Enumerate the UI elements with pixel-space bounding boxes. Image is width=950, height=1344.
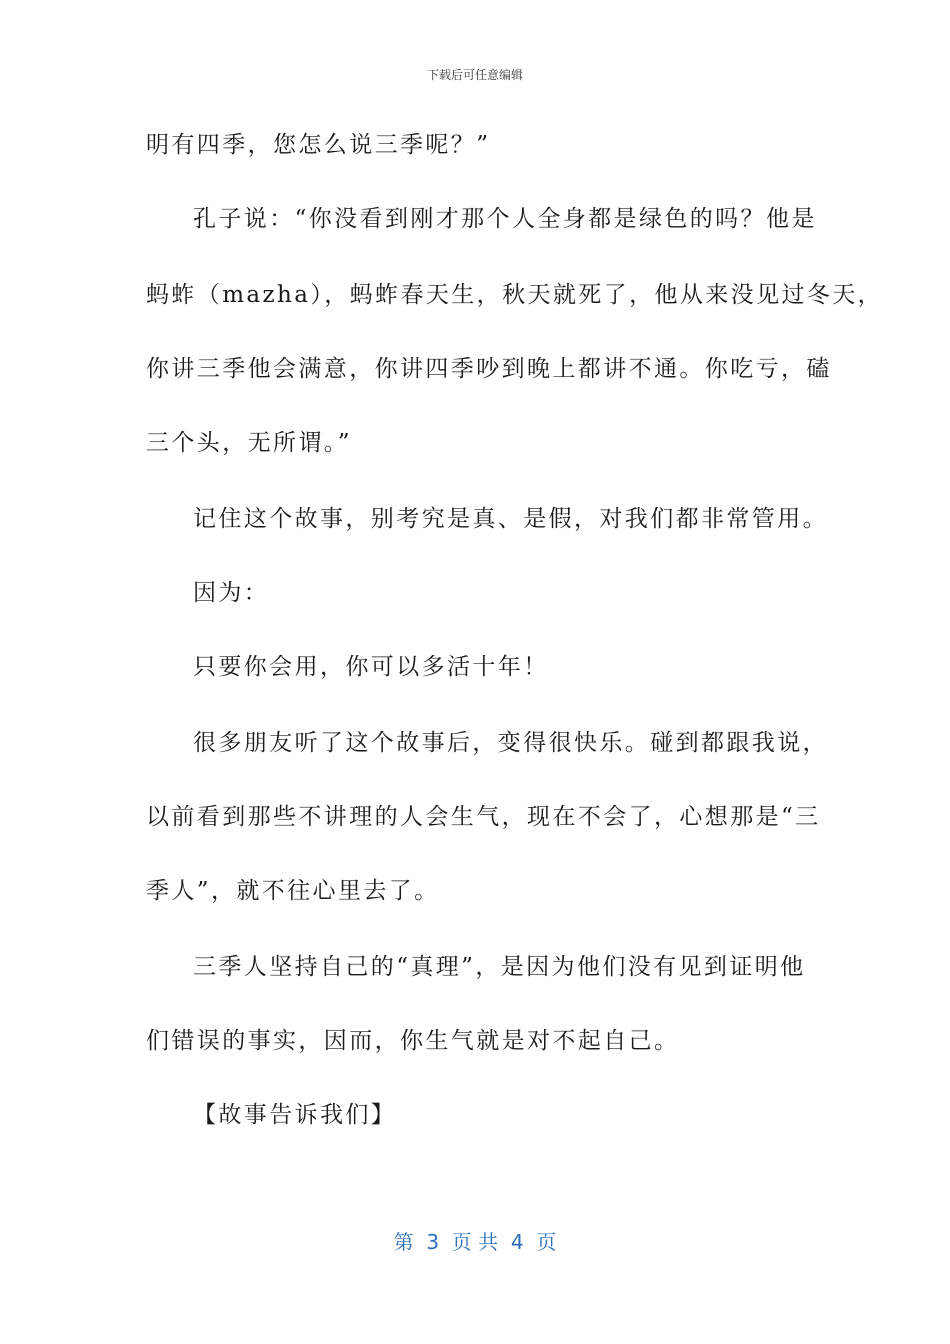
section-heading: 【故事告诉我们】 xyxy=(193,1102,397,1128)
body-line-9: 很多朋友听了这个故事后，变得很快乐。碰到都跟我说， xyxy=(193,730,828,756)
body-line-8: 只要你会用，你可以多活十年！ xyxy=(193,654,549,680)
page-number-footer: 第 3 页 共 4 页 xyxy=(393,1230,557,1254)
body-line-10: 以前看到那些不讲理的人会生气，现在不会了，心想那是“三 xyxy=(146,804,821,830)
body-line-6: 记住这个故事，别考究是真、是假，对我们都非常管用。 xyxy=(193,506,828,532)
body-line-7: 因为： xyxy=(193,580,270,606)
body-line-13: 们错误的事实，因而，你生气就是对不起自己。 xyxy=(146,1028,680,1054)
body-line-5: 三个头，无所谓。” xyxy=(146,430,352,456)
body-line-11: 季人”，就不往心里去了。 xyxy=(146,878,440,904)
body-line-12: 三季人坚持自己的“真理”，是因为他们没有见到证明他 xyxy=(193,954,806,980)
body-line-2: 孔子说：“你没看到刚才那个人全身都是绿色的吗？他是 xyxy=(193,206,817,232)
body-line-3: 蚂蚱（mazha），蚂蚱春天生，秋天就死了，他从来没见过冬天， xyxy=(146,282,884,308)
body-line-4: 你讲三季他会满意，你讲四季吵到晚上都讲不通。你吃亏，磕 xyxy=(146,356,832,382)
page-header: 下载后可任意编辑 xyxy=(426,68,523,82)
body-line-1: 明有四季，您怎么说三季呢？” xyxy=(146,132,491,158)
